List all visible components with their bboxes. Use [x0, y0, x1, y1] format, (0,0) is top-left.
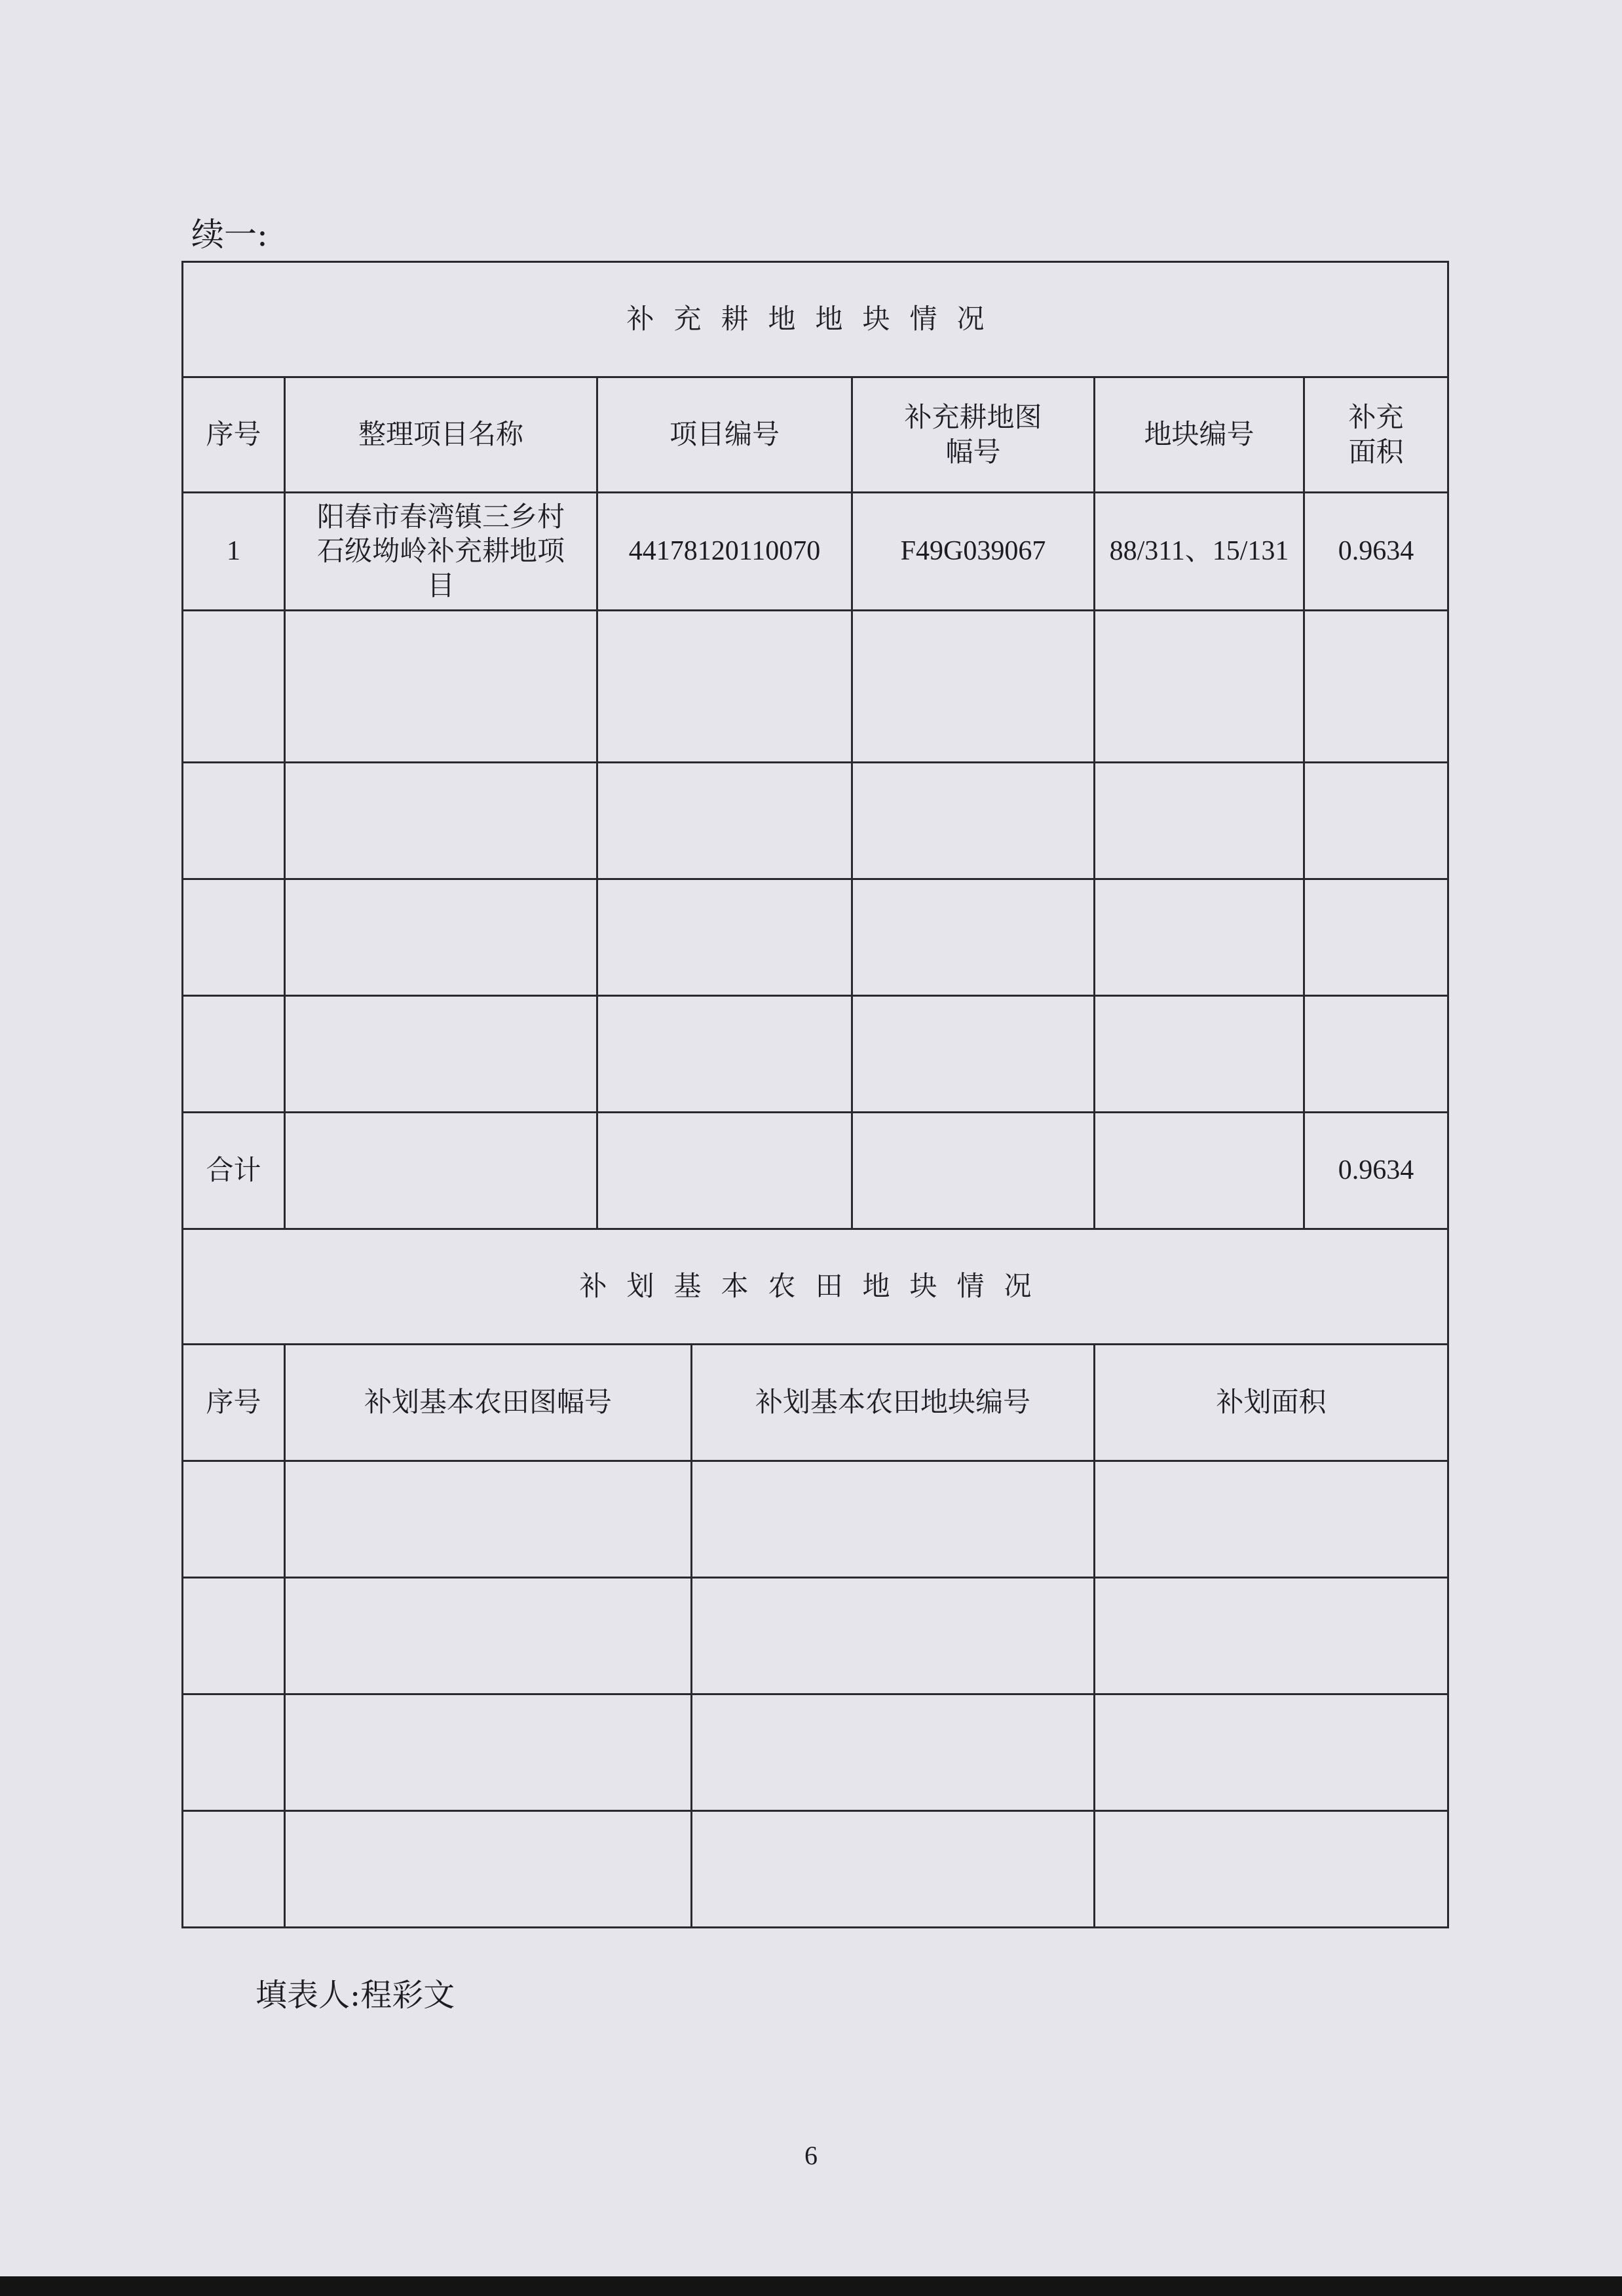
supplementary-farmland-title-row — [183, 262, 1448, 377]
header-seq: 序号 — [183, 377, 285, 493]
page-number: 6 — [804, 2141, 818, 2170]
continuation-label: 续一: — [191, 216, 268, 254]
header-map-sheet: 补充耕地图幅号 — [852, 377, 1095, 493]
row-area: 0.9634 — [1304, 493, 1448, 611]
row-plot-code: 88/311、15/131 — [1095, 493, 1304, 611]
table-row — [183, 493, 1448, 611]
table-row — [183, 1694, 1448, 1811]
header-seq-2: 序号 — [183, 1345, 285, 1461]
scan-bottom-edge — [0, 2276, 1622, 2296]
header-area: 补充面积 — [1304, 377, 1448, 493]
table-row — [183, 1578, 1448, 1694]
total-row — [183, 1113, 1448, 1229]
filler-label: 填表人: — [255, 1977, 361, 2014]
filler-name: 程彩文 — [360, 1977, 455, 2014]
row-project-name: 阳春市春湾镇三乡村石级坳岭补充耕地项目 — [285, 493, 597, 611]
row-seq: 1 — [183, 493, 285, 611]
table-row — [183, 1811, 1448, 1928]
row-project-code: 44178120110070 — [597, 493, 852, 611]
basic-farmland-title-row — [183, 1229, 1448, 1345]
header-basic-area: 补划面积 — [1095, 1345, 1448, 1461]
basic-farmland-title: 补划基本农田地块情况 — [183, 1229, 1448, 1345]
supplementary-farmland-title: 补充耕地地块情况 — [183, 262, 1448, 377]
total-area: 0.9634 — [1304, 1113, 1448, 1229]
table-row — [183, 763, 1448, 879]
supplementary-farmland-header-row — [183, 377, 1448, 493]
land-plot-table — [181, 261, 1449, 1928]
table-row — [183, 611, 1448, 763]
header-plot-code: 地块编号 — [1095, 377, 1304, 493]
filler-signature — [255, 1970, 455, 2015]
basic-farmland-header-row — [183, 1345, 1448, 1461]
row-map-sheet: F49G039067 — [852, 493, 1095, 611]
header-project-name: 整理项目名称 — [285, 377, 597, 493]
table-row — [183, 996, 1448, 1113]
total-label: 合计 — [183, 1113, 285, 1229]
table-row — [183, 1461, 1448, 1578]
header-project-code: 项目编号 — [597, 377, 852, 493]
header-basic-plot-code: 补划基本农田地块编号 — [692, 1345, 1095, 1461]
table-row — [183, 879, 1448, 996]
header-basic-map-sheet: 补划基本农田图幅号 — [285, 1345, 692, 1461]
